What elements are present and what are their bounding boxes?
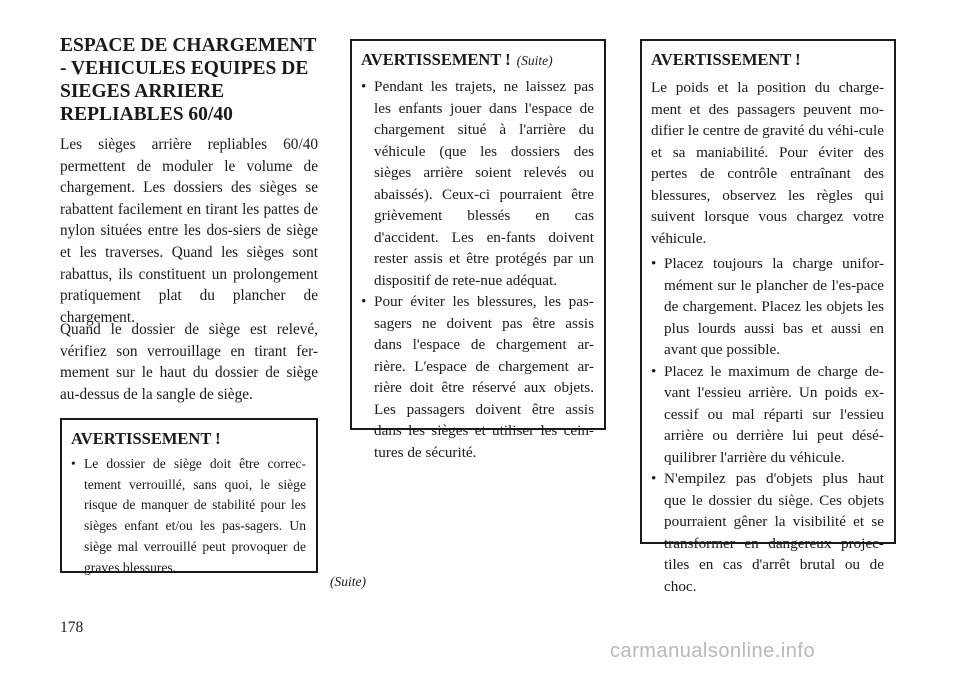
- body-paragraph-1: Les sièges arrière repliables 60/40 permettent de moduler le volume de chargement. Les dossiers des sièges se rabattent facilement en tirant les pattes de nylon situées entre les dos-siers de siège et les traverses. Quand les sièges sont rabattus, ils constituent un prolongement pratiquement plat du plancher de chargement.: [60, 136, 318, 326]
- section-heading: ESPACE DE CHARGEMENT - VEHICULES EQUIPES DE SIEGES ARRIERE REPLIABLES 60/40: [60, 35, 317, 125]
- page-number: 178: [60, 619, 84, 636]
- warning-title-suffix: (Suite): [516, 53, 553, 68]
- continued-label: (Suite): [330, 574, 366, 589]
- warning-item: [651, 468, 884, 597]
- warning-title-text: AVERTISSEMENT !: [361, 50, 511, 69]
- warning-box-seat-lock: [60, 418, 318, 573]
- warning-list: [71, 454, 306, 578]
- warning-item: [651, 253, 884, 361]
- warning-item-text: Placez toujours la charge unifor-mément sur le plancher de l'es-pace de chargement. Placez les objets les plus lourds aussi bas et aussi en avant que possible.: [664, 255, 884, 358]
- warning-item-text: Pour éviter les blessures, les pas-sagers ne doivent pas être assis dans l'espace de chargement ar-rière. L'espace de chargement ar-rière doit être réservé aux objets. Les passagers doivent être assis dans les sièges et utiliser les cein-tures de sécurité.: [374, 293, 594, 461]
- warning-item-text: Placez le maximum de charge de-vant l'essieu arrière. Un poids ex-cessif ou mal réparti sur l'essieu arrière ou derrière lui peut désé-quilibrer l'arrière du véhicule.: [664, 362, 884, 466]
- warning-box-load-distribution: [640, 39, 896, 595]
- warning-item-text: N'empilez pas d'objets plus haut que le dossier du siège. Ces objets pourraient gêner la visibilité et se transformer en dangereux projec-tiles en cas d'arrêt brutal ou de choc.: [664, 470, 884, 595]
- warning-title: [361, 49, 594, 72]
- warning-item: [361, 291, 594, 463]
- warning-item: [71, 454, 306, 578]
- bullet-icon: •: [361, 78, 367, 95]
- warning-title: AVERTISSEMENT !: [71, 429, 221, 448]
- body-paragraph-2: Quand le dossier de siège est relevé, vérifiez son verrouillage en tirant fer-mement sur le haut du dossier de siège au-dessus de la sangle de siège.: [60, 321, 318, 403]
- warning-title: AVERTISSEMENT !: [651, 50, 801, 69]
- bullet-icon: •: [71, 456, 76, 471]
- warning-item-text: Pendant les trajets, ne laissez pas les enfants jouer dans l'espace de chargement situé à l'arrière du véhicule (que les dossiers des sièges arrière soient relevés ou abaissés). Ceux-ci pourraient être grièvement blessés en cas d'accident. Les en-fants doivent rester assis et être protégés par un dispositif de rete-nue adéquat.: [374, 78, 594, 289]
- bullet-icon: •: [651, 255, 657, 272]
- warning-item-text: Le dossier de siège doit être correc-tement verrouillé, sans quoi, le siège risque de manquer de stabilité pour les sièges enfant et/ou les pas-sagers. Un siège mal verrouillé peut provoquer de graves blessures.: [84, 456, 306, 575]
- bullet-icon: •: [361, 293, 367, 310]
- warning-list: [651, 253, 884, 597]
- warning-item: [651, 361, 884, 469]
- watermark: carmanualsonline.info: [610, 640, 816, 662]
- warning-intro: Le poids et la position du charge-ment et des passagers peuvent mo-difier le centre de gravité du véhi-cule et sa maniabilité. Pour éviter des pertes de contrôle entraînant des blessures, observez les règles qui suivent lorsque vous chargez votre véhicule.: [651, 79, 884, 247]
- warning-list: [361, 76, 594, 463]
- warning-box-cargo-passengers: [350, 39, 606, 461]
- bullet-icon: •: [651, 470, 657, 487]
- bullet-icon: •: [651, 362, 657, 380]
- warning-item: [361, 76, 594, 291]
